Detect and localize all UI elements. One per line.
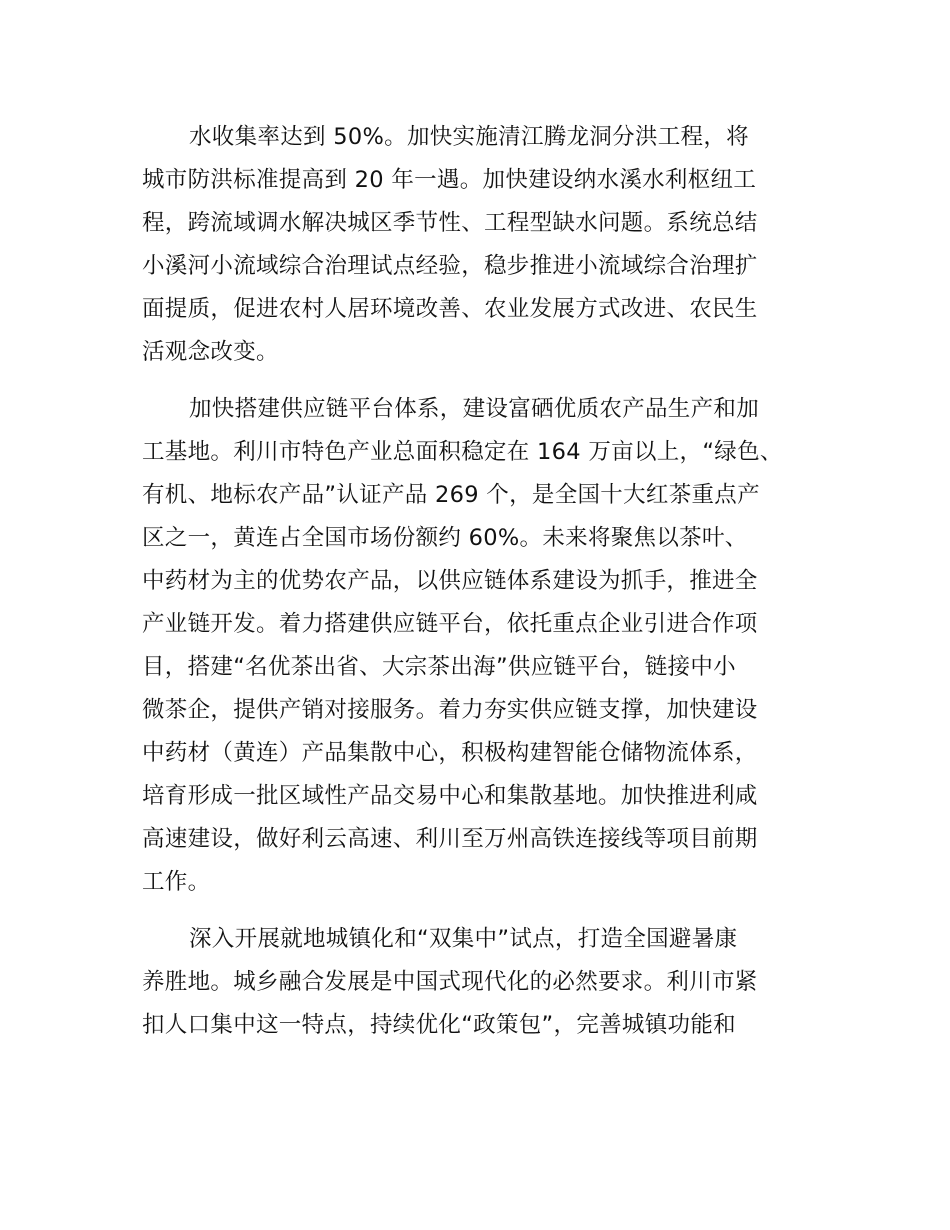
paragraph-water-management xyxy=(142,116,842,374)
text-line: 小溪河小流域综合治理试点经验，稳步推进小流域综合治理扩 xyxy=(142,253,758,279)
text-line: 高速建设，做好利云高速、利川至万州高铁连接线等项目前期 xyxy=(142,826,758,852)
text-line: 加快搭建供应链平台体系，建设富硒优质农产品生产和加 xyxy=(189,396,760,422)
text-line: 养胜地。城乡融合发展是中国式现代化的必然要求。利川市紧 xyxy=(142,969,758,995)
text-line: 中药材（黄连）产品集散中心，积极构建智能仓储物流体系， xyxy=(142,740,758,766)
text-line: 深入开展就地城镇化和“双集中”试点，打造全国避暑康 xyxy=(189,926,738,952)
document-body xyxy=(142,116,842,1047)
text-line: 活观念改变。 xyxy=(142,339,279,365)
text-line: 面提质，促进农村人居环境改善、农业发展方式改进、农民生 xyxy=(142,296,758,322)
text-line: 培育形成一批区域性产品交易中心和集散基地。加快推进利咸 xyxy=(142,783,758,809)
text-line: 工作。 xyxy=(142,869,211,895)
text-line: 扣人口集中这一特点，持续优化“政策包”，完善城镇功能和 xyxy=(142,1012,736,1038)
text-line: 目，搭建“名优茶出省、大宗茶出海”供应链平台，链接中小 xyxy=(142,654,736,680)
text-line: 程，跨流域调水解决城区季节性、工程型缺水问题。系统总结 xyxy=(142,210,758,236)
text-line: 工基地。利川市特色产业总面积稳定在 164 万亩以上，“绿色、 xyxy=(142,439,783,465)
text-line: 城市防洪标准提高到 20 年一遇。加快建设纳水溪水利枢纽工 xyxy=(142,167,757,193)
paragraph-urbanization xyxy=(142,918,842,1047)
text-line: 产业链开发。着力搭建供应链平台，依托重点企业引进合作项 xyxy=(142,611,758,637)
paragraph-supply-chain xyxy=(142,388,842,904)
text-line: 中药材为主的优势农产品，以供应链体系建设为抓手，推进全 xyxy=(142,568,758,594)
text-line: 区之一，黄连占全国市场份额约 60%。未来将聚焦以茶叶、 xyxy=(142,525,748,551)
text-line: 有机、地标农产品”认证产品 269 个，是全国十大红茶重点产 xyxy=(142,482,760,508)
text-line: 微茶企，提供产销对接服务。着力夯实供应链支撑，加快建设 xyxy=(142,697,758,723)
text-line: 水收集率达到 50%。加快实施清江腾龙洞分洪工程，将 xyxy=(189,124,749,150)
